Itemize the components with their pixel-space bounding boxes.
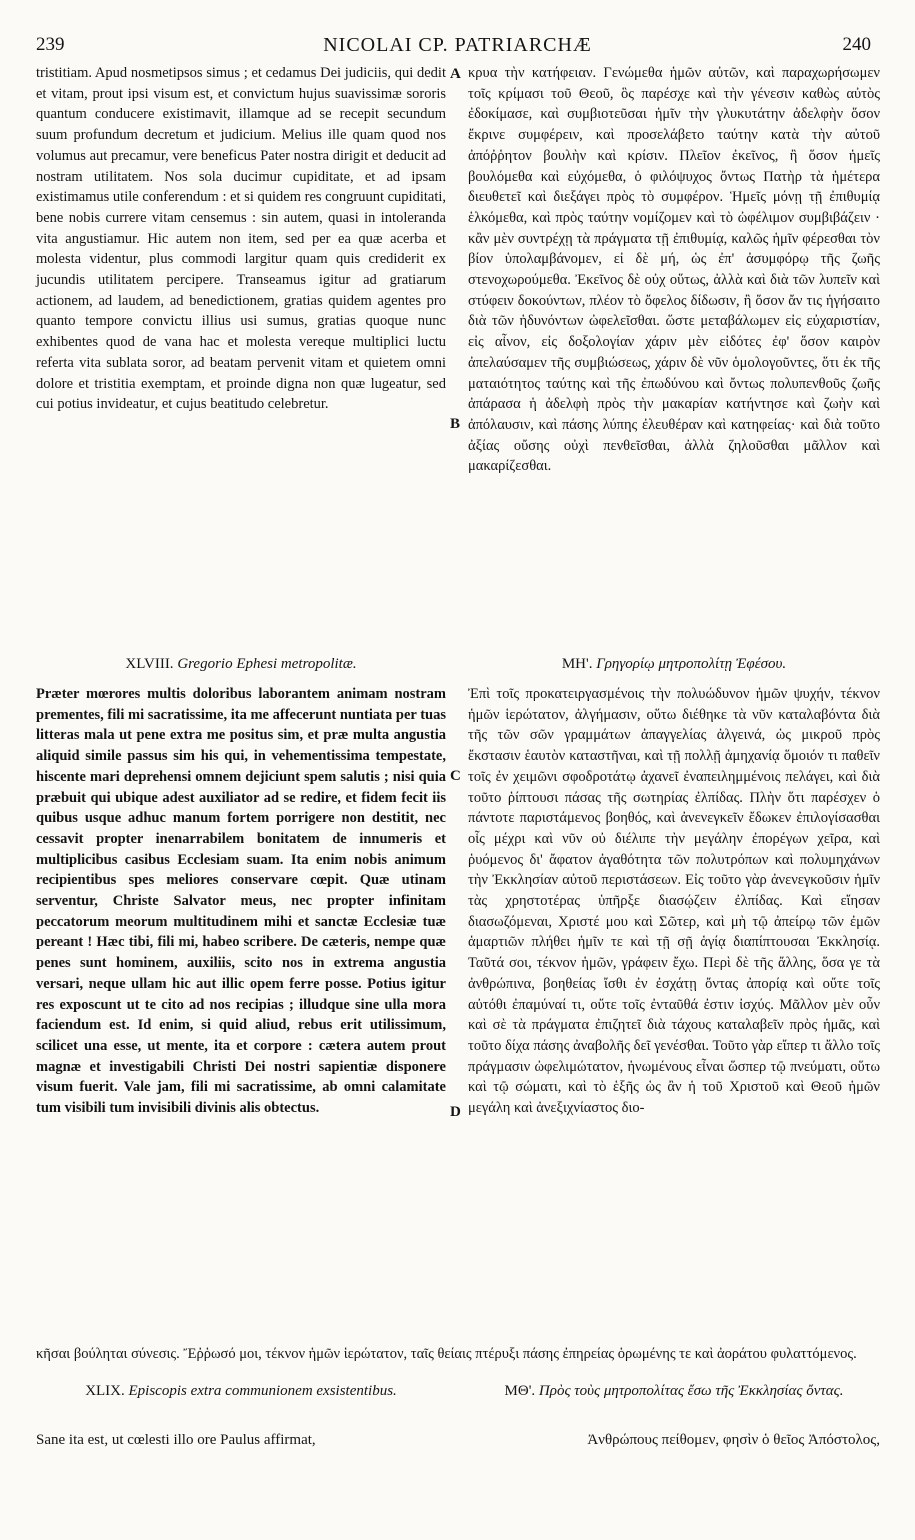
latin-heading-49 <box>36 1382 446 1400</box>
latin-heading-number: XLIX. <box>85 1383 125 1399</box>
margin-letter-a: A <box>450 66 461 82</box>
greek-heading-48 <box>468 656 880 673</box>
margin-letter-b: B <box>450 416 461 432</box>
page-number-right: 240 <box>842 34 871 55</box>
latin-letter-body: Præter mœrores multis doloribus laborantem animam nostram prementes, fili mi sacratissime, ita me affecerunt nuntiata per tuas litteras mala ut pene extra me positus sim, et præ multa angustia aliquid simile passus sim his qui, in vehementissima tempestate, hiscente mari deprehensi omnem dejiciunt spem salutis ; nisi quia præbuit qui ubique adest auxiliator ad se redire, et fidem fecit iis quibus usque adhuc manum fortem porrigere non destitit, nec cessavit propter inenarrabilem bonitatem de innumeris et multiplicibus casibus Ecclesiam suam. Ita enim nobis animum recipientibus spes meliores conservare cœpit. Quæ utinam serventur, Christe Salvator meus, nec propter infinitam peccatorum meorum multitudinem mihi et sanctæ Ecclesiæ tuæ pereant ! Hæc tibi, fili mi, habeo scribere. De cæteris, nempe quæ penes sunt hominem, auxiliis, scito nos in extrema angustia versari, neque ullam hic aut illic opem ferre posse. Potius igitur res exposcunt ut te cito ad nos recipias ; illudque sine ulla mora faciendum est. Id enim, si quid aliud, rebus erit utilissimum, scilicet una esse, ut mente, ita et corpore : cætera autem prout magnæ et investigabili Christi Dei nostri sapientiæ disponere visum fuerit. Vale jam, fili mi sacratissime, ab omni calamitate tum visibili tum invisibili divinis alis obtectus. <box>36 686 446 1117</box>
greek-heading-49 <box>468 1382 880 1401</box>
greek-heading-title: Πρὸς τοὺς μητροπολίτας ἔσω τῆς Ἐκκλησίας ὄντας. <box>538 1383 844 1399</box>
latin-heading-number: XLVIII. <box>125 656 174 672</box>
latin-heading-title: Episcopis extra communionem exsistentibus. <box>128 1383 397 1399</box>
greek-letter-body: Ἐπὶ τοῖς προκατειργασμένοις τὴν πολυώδυνον ἡμῶν ψυχήν, τέκνον ἡμῶν ἱερώτατον, ἀλγήμασιν, οὕτω διέθηκε τὰ νῦν καταλαβόντα διὰ τῆς τῶν σῶν γραμμάτων ἀπαγγελίας ἀλγεινά, ὡς μικροῦ πρὸς ἔκστασιν ἑαυτὸν καταστῆναι, καὶ τῇ πολλῇ ἀμηχανίᾳ ὅμοιόν τι παθεῖν τοῖς ἐν χειμῶνι σφοδροτάτῳ ἀχανεῖ ἐναπειλημμένοις πελάγει, καὶ διὰ τοῦτο ῥίπτουσι πάσας τῆς σωτηρίας ἐλπίδας. Πλὴν ὅτι παρέσχεν ὁ πάντοτε παριστάμενος βοηθός, καὶ ἀνενεγκεῖν ἔδωκεν ἐπιλογίσασθαι οἷς μέχρι καὶ νῦν οὐ διέλιπε τὴν μεγάλην ἐπορέγων χεῖρα, καὶ ῥυόμενος δι' ἄφατον ἀγαθότητα τῶν πολυτρόπων καὶ πολυμηχάνων τὴν Ἐκκλησίαν αὐτοῦ περιστάσεων. Εἰς τοῦτο γὰρ ἀνενεγκοῦσιν ἡμῖν τὰς χρηστοτέρας ὑπῆρξε διασῴζειν ἐλπίδας. Καὶ εἴησαν διασωζόμεναι, Χριστέ μου καὶ Σῶτερ, καὶ μὴ τῷ ἀπείρῳ τῶν ἐμῶν ἁμαρτιῶν πλήθει ἡμῖν τε καὶ τῇ σῇ ἁγίᾳ διαπίπτουσαι Ἐκκλησίᾳ. Ταῦτά σοι, τέκνον ἡμῶν, γράφειν ἔχω. Περὶ δὲ τῆς ἄλλης, ὅσα γε τὰ ἀνθρώπινα, βοηθείας ἴσθι ἐν ἐσχάτῃ ὄντας ἀπορίᾳ καὶ οὔτε τοῖς αὐτόθι ἐπαμύναί τι, οὔτε τοῖς ἐνταῦθά ἐστιν ἰσχύς. Μᾶλλον μὲν οὖν καὶ σὲ τὰ πράγματα ἐπιζητεῖ διὰ τάχους καταλαβεῖν πρὸς ἡμᾶς, καὶ τοῦτο δίχα πάσης ἀναβολῆς δεῖ γενέσθαι. Τοῦτο γὰρ εἴπερ τι ἄλλο τοῖς πράγμασιν ὠφελιμώτατον, ἡνωμένους εἶναι ὥσπερ τῷ πνεύματι, οὕτω καὶ τῷ σώματι, καὶ τὸ ἑξῆς ὡς ἂν ἡ τοῦ Χριστοῦ καὶ Θεοῦ ἡμῶν μεγάλη καὶ ἀνεξιχνίαστος διο- <box>468 686 880 1117</box>
latin-column-letter <box>36 684 446 1119</box>
latin-column-top <box>36 63 446 415</box>
greek-heading-number: ΜΘ'. <box>504 1383 536 1399</box>
running-title: NICOLAI CP. PATRIARCHÆ <box>323 34 592 56</box>
greek-paragraph: κρυα τὴν κατήφειαν. Γενώμεθα ἡμῶν αὐτῶν, καὶ παραχωρήσωμεν τοῖς κρίμασι τοῦ Θεοῦ, ὃς παρέσχε καὶ τὴν γένεσιν καθὼς αὐτὸς ἐδοκίμασε, καὶ συμβιοτεῦσαι ἡμῖν τὴν γλυκυτάτην ἀδελφὴν ὅσον ἔκρινε συμφέρειν, καὶ προσελάβετο ταύτην κατὰ τὴν αὐτοῦ ἀπόῤῥητον βουλὴν καὶ κρίσιν. Πλεῖον ἐκεῖνος, ἢ ὅσον ἡμεῖς βουλόμεθα καὶ εὐχόμεθα, ὁ φιλόψυχος ὄντως Πατὴρ τὰ ἡμέτερα διευθετεῖ καὶ διεξάγει πρὸς τὸ συμφέρον. Ἡμεῖς μόνῃ τῇ ἐπιθυμίᾳ ἑλκόμεθα, καὶ πρὸς ταύτην νομίζομεν καὶ τὸ ὠφέλιμον συμβιβάζειν · κἂν μὲν συντρέχῃ τὰ πράγματα τῇ ἐπιθυμίᾳ, καλῶς ἡμῖν φέρεσθαι τὸν βίον ὑπολαμβάνομεν, εἰ δὲ μή, ὡς ἐπ' ἀσυμφόρῳ τῆς ζωῆς στενοχωρούμεθα. Ἐκεῖνος δὲ οὐχ οὕτως, ἀλλὰ καὶ διὰ τῶν λυπεῖν καὶ στύφειν δοκούντων, πλέον τὸ ὄφελος δίδωσιν, ἢ ὅσον ἄν τις ἡγήσαιτο διὰ τῶν ἡδυνόντων ὠφελεῖσθαι. ὥστε μεταβάλωμεν εἰς εὐχαριστίαν, εἰς αἶνον, εἰς δοξολογίαν χάριν μὲν εἰδότες ἐφ' ὅσον καιρὸν ἀπελαύσαμεν τῆς συμβιώσεως, χάριν δὲ νῦν ὁμολογοῦντες, ὅτι ἐκ τῆς ματαιότητος ταύτης καὶ τῆς ἐπωδύνου καὶ ὄντως πολυπενθοῦς ζωῆς ἀπάρασα ἡ ἀδελφὴ πρὸς τὴν μακαρίαν κατήντησε καὶ ζωὴν καὶ ἀπόλαυσιν, καὶ πάσης λύπης ἐλευθέραν καὶ κατηφείας· καὶ διὰ τοῦτο ἀξίας οὔσης οὐχὶ πενθεῖσθαι, ἀλλὰ ζηλοῦσθαι μᾶλλον καὶ μακαρίζεσθαι. <box>468 65 880 475</box>
greek-final-line: Ἀνθρώπους πείθομεν, φησὶν ὁ θεῖος Ἀπόστολος, <box>587 1432 880 1448</box>
latin-final-line: Sane ita est, ut cœlesti illo ore Paulus affirmat, <box>36 1432 316 1448</box>
greek-column-letter <box>468 684 880 1119</box>
page-header <box>36 34 879 58</box>
greek-heading-title: Γρηγορίῳ μητροπολίτῃ Ἐφέσου. <box>596 656 787 672</box>
greek-column-top <box>468 63 880 477</box>
latin-paragraph: tristitiam. Apud nosmetipsos simus ; et cedamus Dei judiciis, qui dedit et vitam, prout ipsi visum est, et convictum hujus suavissimæ sororis quantum conducere existimavit, illamque ad se recepit secundum suum profundum decretum et judicium. Melius ille quam quod nos volumus aut precamur, vere beneficus Pater nostra dirigit et deducit ad nostram utilitatem. Nos sola ducimur cupiditate, et ad ipsam existimamus utile conferendum : et si quidem res congruunt cupiditati, bene nobis currere vitam censemus : sin autem, quasi in intoleranda vita angustiamur. Hic autem non item, sed per ea quæ acerba et molesta videntur, plus commodi largitur quam quis crediderit ex jucundis utilitatem percipere. Transeamus igitur ad gratiarum actionem, ad laudem, ad benedictionem, gratias quidem agentes pro quanto tempore convictu illius usi sumus, gratias quoque nunc exhibentes quod de vana hac et molesta vereque multiplici luctu referta vita sublata soror, ad beatam pervenit vitam et quietem omni dolore et tristitia exemptam, et proinde digna non quæ lugeatur, sed cui potius invideatur, et cujus beatitudo celebretur. <box>36 65 446 413</box>
latin-heading-title: Gregorio Ephesi metropolitæ. <box>177 656 357 672</box>
latin-heading-48 <box>36 656 446 673</box>
greek-heading-number: ΜΗ'. <box>561 656 593 672</box>
margin-letter-c: C <box>450 768 461 784</box>
greek-spanning-line: κῆσαι βούληται σύνεσις. Ἔῤῥωσό μοι, τέκνον ἡμῶν ἱερώτατον, ταῖς θείαις πτέρυξι πάσης ἐπηρείας ὁρωμένης τε καὶ ἀοράτου φυλαττόμενος. <box>36 1346 857 1362</box>
margin-letter-d: D <box>450 1104 461 1120</box>
page-number-left: 239 <box>36 34 65 55</box>
